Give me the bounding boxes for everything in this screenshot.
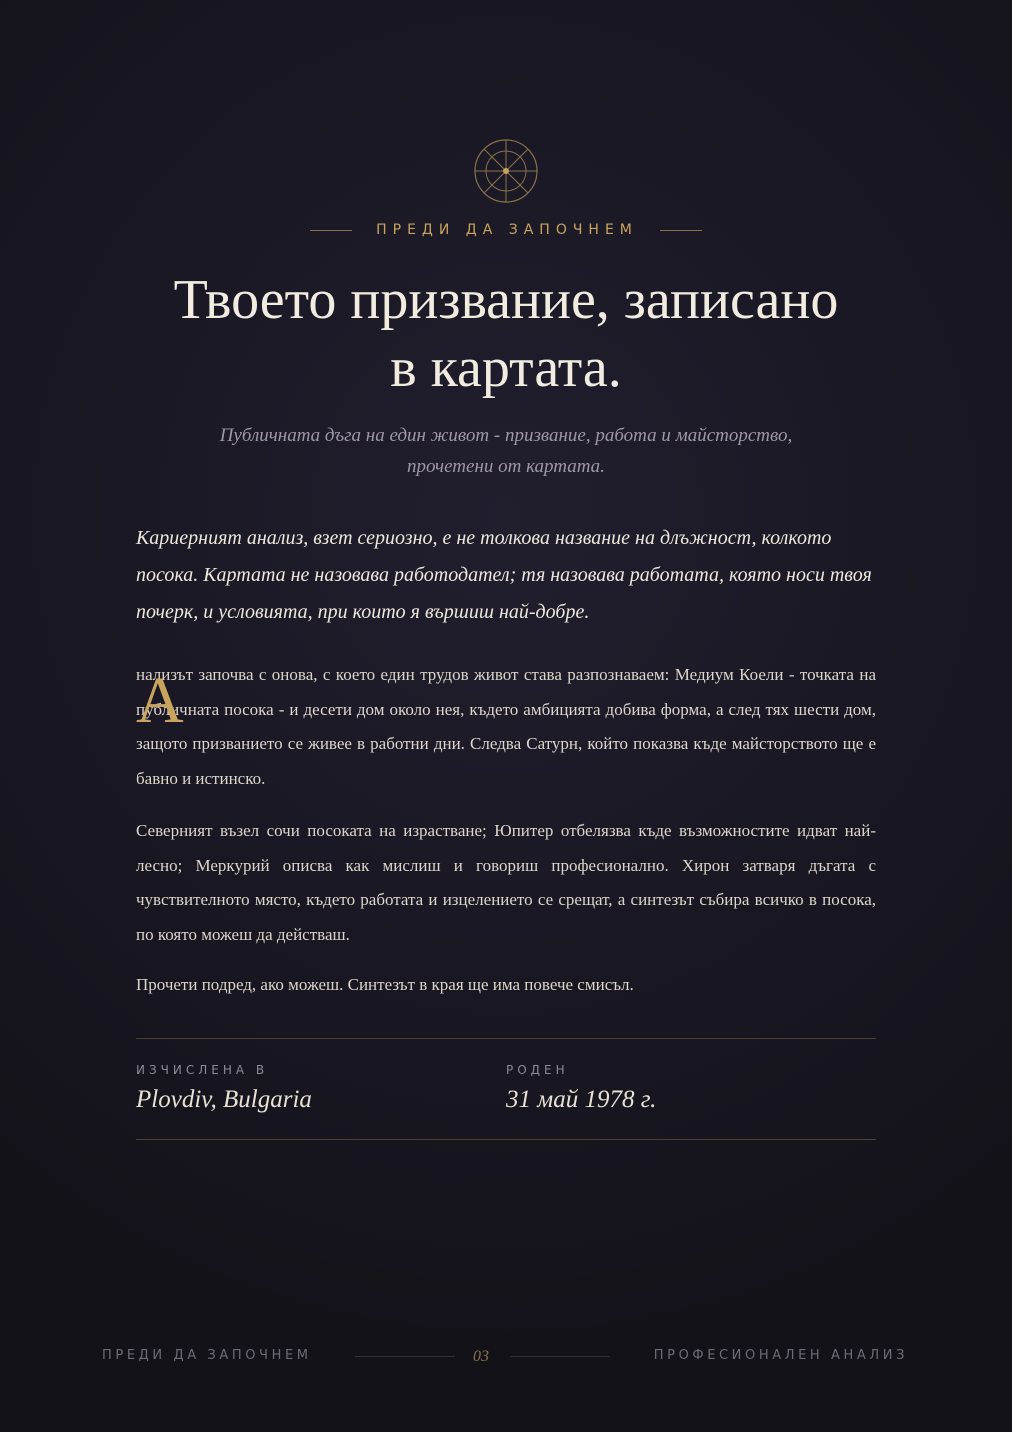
footer-document-label: ПРОФЕСИОНАЛЕН АНАЛИЗ	[653, 1348, 908, 1363]
body-paragraph-1	[136, 658, 876, 796]
chart-details	[136, 1038, 876, 1140]
compass-wheel-icon	[473, 138, 539, 204]
body-paragraph-2: Северният възел сочи посоката на израстване; Юпитер отбелязва къде възможностите идват най-лесно; Меркурий описва как мислиш и говориш професионално. Хирон затваря дъгата с чувствителното място, където работата и изцелението се срещат, а синтезът събира всичко в посока, по която можеш да действаш.	[136, 821, 876, 944]
eyebrow-label: ПРЕДИ ДА ЗАПОЧНЕМ	[376, 222, 638, 238]
drop-cap: А	[136, 664, 184, 737]
page-title-line2: в картата.	[390, 337, 622, 399]
footer-rule-left	[355, 1356, 455, 1357]
computed-location-value: Plovdiv, Bulgaria	[136, 1086, 312, 1113]
footer-section-label: ПРЕДИ ДА ЗАПОЧНЕМ	[102, 1348, 312, 1363]
footer-rule-right	[510, 1356, 610, 1357]
birth-date	[506, 1063, 656, 1115]
birth-date-value: 31 май 1978 г.	[506, 1086, 657, 1113]
section-eyebrow	[0, 222, 1012, 238]
page-number: 03	[473, 1348, 489, 1365]
page-subtitle	[180, 420, 832, 482]
lead-paragraph: Кариерният анализ, взет сериозно, е не толкова название на длъжност, колкото посока. Картата не назовава работодател; тя назовава работата, която носи твоя почерк, и условията, при които я вършиш най-добре.	[136, 527, 872, 623]
body-paragraph-3: Прочети подред, ако можеш. Синтезът в края ще има повече смисъл.	[136, 975, 634, 994]
eyebrow-rule-right	[660, 230, 702, 231]
birth-date-label: РОДЕН	[506, 1063, 569, 1077]
computed-location	[136, 1063, 312, 1115]
computed-location-label: ИЗЧИСЛЕНА В	[136, 1063, 269, 1077]
body-paragraph-1-text: нализът започва с онова, с което един трудов живот става разпознаваем: Медиум Коели - точката на публичната посока - и десети дом около нея, където амбицията добива форма, а след тях шести дом, защото призванието се живее в работни дни. Следва Сатурн, който показва къде майсторството ще е бавно и истинско.	[136, 665, 876, 788]
page-subtitle-line1: Публичната дъга на един живот - призвание, работа и майсторство,	[219, 425, 793, 446]
page-title	[110, 266, 902, 402]
eyebrow-rule-left	[310, 230, 352, 231]
page-title-line1: Твоето призвание, записано	[173, 269, 839, 331]
page-footer	[0, 1346, 1012, 1370]
page-subtitle-line2: прочетени от картата.	[407, 456, 605, 477]
